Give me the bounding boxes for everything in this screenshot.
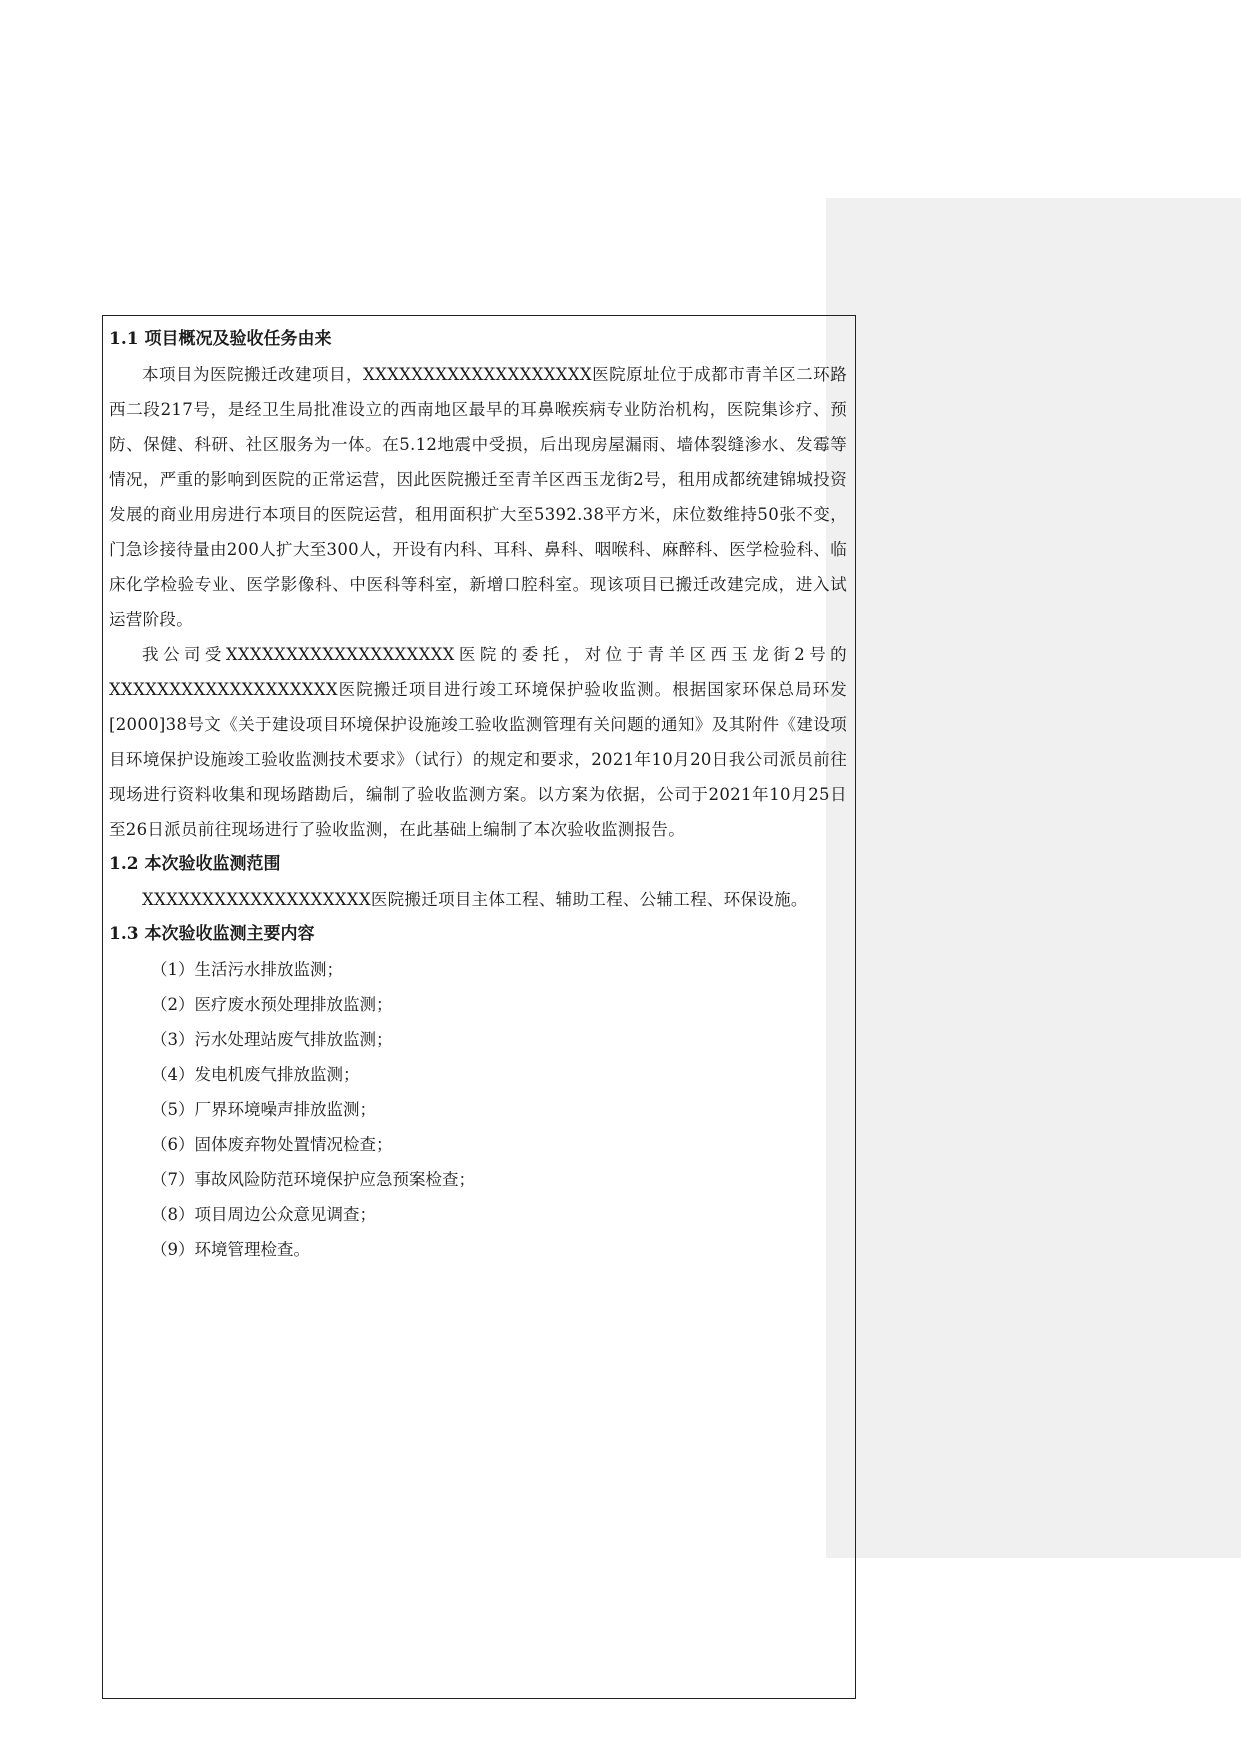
section-1-2-heading: 1.2 本次验收监测范围 xyxy=(109,854,281,874)
list-item: （7）事故风险防范环境保护应急预案检查； xyxy=(151,1170,475,1189)
list-item: （2）医疗废水预处理排放监测； xyxy=(151,995,393,1014)
list-item: （1）生活污水排放监测； xyxy=(151,960,343,979)
section-1-2-paragraph: XXXXXXXXXXXXXXXXXXX医院搬迁项目主体工程、辅助工程、公辅工程、环保设施。 xyxy=(142,890,808,909)
document-frame xyxy=(102,315,856,1699)
section-1-1-heading: 1.1 项目概况及验收任务由来 xyxy=(109,329,332,349)
list-item: （9）环境管理检查。 xyxy=(151,1240,310,1259)
list-item: （4）发电机废气排放监测； xyxy=(151,1065,360,1084)
list-item: （6）固体废弃物处置情况检查； xyxy=(151,1135,393,1154)
monitoring-content-list xyxy=(109,952,847,1267)
section-1-3-heading: 1.3 本次验收监测主要内容 xyxy=(109,924,315,944)
list-item: （8）项目周边公众意见调查； xyxy=(151,1205,376,1224)
section-1-1-paragraph-1: 本项目为医院搬迁改建项目，XXXXXXXXXXXXXXXXXXX医院原址位于成都市青羊区二环路西二段217号，是经卫生局批准设立的西南地区最早的耳鼻喉疾病专业防治机构，医院集诊疗、预防、保健、科研、社区服务为一体。在5.12地震中受损，后出现房屋漏雨、墙体裂缝渗水、发霉等情况，严重的影响到医院的正常运营，因此医院搬迁至青羊区西玉龙街2号，租用成都统建锦城投资发展的商业用房进行本项目的医院运营，租用面积扩大至5392.38平方米，床位数维持50张不变，门急诊接待量由200人扩大至300人，开设有内科、耳科、鼻科、咽喉科、麻醉科、医学检验科、临床化学检验专业、医学影像科、中医科等科室，新增口腔科室。现该项目已搬迁改建完成，进入试运营阶段。 xyxy=(109,365,847,629)
list-item: （5）厂界环境噪声排放监测； xyxy=(151,1100,376,1119)
comment-margin-panel xyxy=(826,198,1241,1558)
list-item: （3）污水处理站废气排放监测； xyxy=(151,1030,393,1049)
section-1-1-paragraph-2: 我公司受XXXXXXXXXXXXXXXXXXX医院的委托，对位于青羊区西玉龙街2号的XXXXXXXXXXXXXXXXXXX医院搬迁项目进行竣工环境保护验收监测。根据国家环保总局环发[2000]38号文《关于建设项目环境保护设施竣工验收监测管理有关问题的通知》及其附件《建设项目环境保护设施竣工验收监测技术要求》（试行）的规定和要求，2021年10月20日我公司派员前往现场进行资料收集和现场踏勘后，编制了验收监测方案。以方案为依据，公司于2021年10月25日至26日派员前往现场进行了验收监测，在此基础上编制了本次验收监测报告。 xyxy=(109,645,847,839)
